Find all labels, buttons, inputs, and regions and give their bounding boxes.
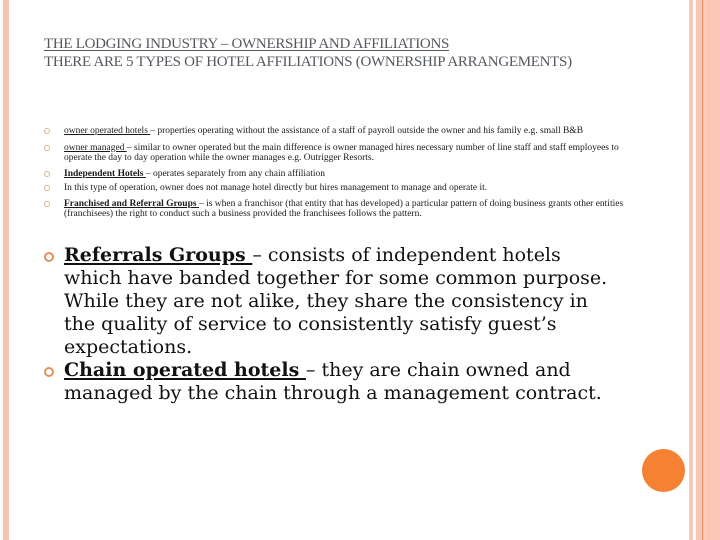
title-line-2: THERE ARE 5 TYPES OF HOTEL AFFILIATIONS (OWNERSHIP ARRANGEMENTS) [44,54,572,70]
list-item [44,199,644,219]
item-text: – consists of independent hotels which have banded together for some common purpose. While they are not alike, they share the consistency in the quality of service to consistently satisfy guest’s expectations. [64,244,608,358]
circle-bullet-icon [44,171,50,177]
circle-bullet-icon [44,145,50,151]
item-text: – similar to owner operated but the main difference is owner managed hires necessary number of line staff and staff employees to operate the day to day operation while the owner manages e.g. Outrigger Resorts. [64,143,619,163]
circle-bullet-icon [44,128,50,134]
slide-title [44,35,644,71]
list-item [44,183,644,193]
item-term: Chain operated hotels [64,359,306,381]
list-item [44,126,644,136]
right-border-highlight [704,0,706,540]
item-term: Referrals Groups [64,244,253,266]
item-term: Franchised and Referral Groups [64,199,199,209]
item-text: – properties operating without the assistance of a staff of payroll outside the owner and his family e.g. small B&B [150,126,584,136]
circle-bullet-icon [44,185,50,191]
item-term: Independent Hotels [64,169,146,179]
item-text: – is when a franchisor (that entity that has developed) a particular pattern of doing business grants other entities (franchisees) the right to conduct such a business provided the franchisees follows the pattern. [64,199,624,219]
left-border-stripe [3,0,9,540]
item-term: owner operated hotels [64,126,151,136]
right-border-line [702,0,703,540]
list-item [44,359,624,405]
list-item [44,169,644,179]
item-term: owner managed [64,143,127,153]
item-text: – operates separately from any chain affiliation [145,169,326,179]
circle-bullet-icon [44,201,50,207]
item-text: In this type of operation, owner does not manage hotel directly but hires management to manage and operate it. [64,183,488,193]
circle-bullet-icon [44,252,54,262]
circle-bullet-icon [44,367,54,377]
right-border-band [696,0,720,540]
orange-circle-decoration [642,449,685,492]
list-item [44,143,644,163]
title-line-1: THE LODGING INDUSTRY – OWNERSHIP AND AFFILIATIONS [44,36,450,52]
list-item [44,244,624,359]
small-bullet-list [44,126,644,219]
large-bullet-list [44,244,624,405]
item-text: – they are chain owned and managed by the chain through a management contract. [64,359,602,404]
